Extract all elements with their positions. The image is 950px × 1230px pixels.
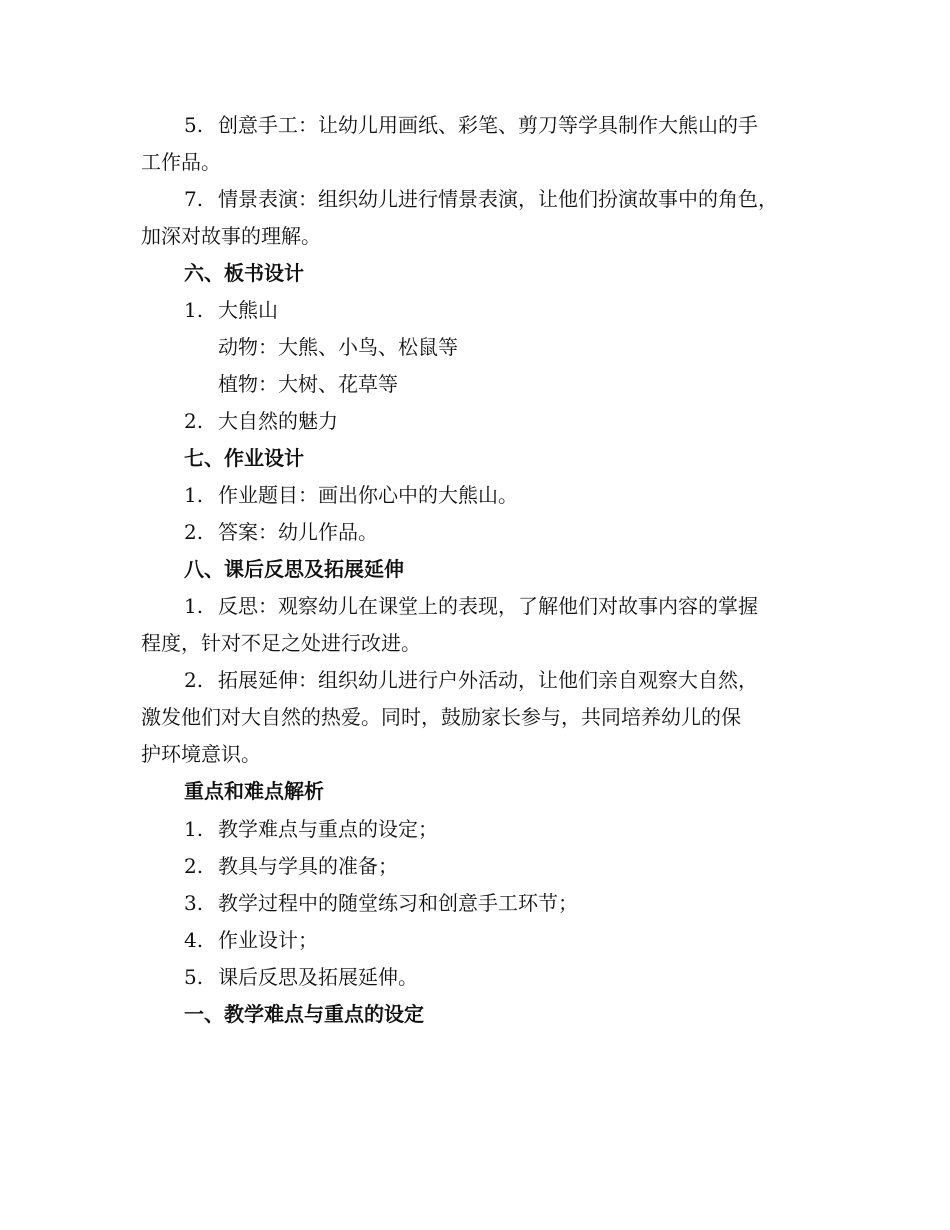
paragraph-text: 教学难点与重点的设定； (218, 817, 438, 841)
paragraph-text: 情景表演：组织幼儿进行情景表演，让他们扮演故事中的角色， (218, 187, 778, 211)
list-item (184, 811, 438, 848)
item-number: 3. (184, 891, 204, 915)
list-item (184, 477, 518, 514)
section-heading: 一、教学难点与重点的设定 (184, 1002, 424, 1026)
paragraph-text: 反思：观察幼儿在课堂上的表现，了解他们对故事内容的掌握 (218, 594, 758, 618)
paragraph-text: 答案：幼儿作品。 (218, 520, 378, 544)
sub-item: 植物：大树、花草等 (218, 372, 398, 396)
item-number: 1. (184, 817, 204, 841)
item-number: 1. (184, 483, 204, 507)
list-item (184, 181, 778, 218)
list-item (184, 959, 418, 996)
list-item (184, 848, 398, 885)
sub-item: 动物：大熊、小鸟、松鼠等 (218, 335, 458, 359)
item-number: 2. (184, 409, 204, 433)
list-item (184, 662, 758, 699)
item-number: 2. (184, 854, 204, 878)
item-number: 1. (184, 298, 204, 322)
list-item (184, 292, 278, 329)
section-heading: 八、课后反思及拓展延伸 (184, 557, 404, 581)
paragraph-continuation: 激发他们对大自然的热爱。同时，鼓励家长参与，共同培养幼儿的保 (141, 705, 741, 729)
paragraph-text: 拓展延伸：组织幼儿进行户外活动，让他们亲自观察大自然， (218, 668, 758, 692)
paragraph-text: 大熊山 (218, 298, 278, 322)
item-number: 2. (184, 668, 204, 692)
section-heading: 七、作业设计 (184, 446, 304, 470)
list-item (184, 922, 318, 959)
section-heading: 重点和难点解析 (184, 779, 324, 803)
item-number: 2. (184, 520, 204, 544)
item-number: 5. (184, 113, 204, 137)
list-item (184, 885, 578, 922)
list-item (184, 107, 758, 144)
list-item (184, 514, 378, 551)
list-item (184, 588, 758, 625)
paragraph-text: 教具与学具的准备； (218, 854, 398, 878)
paragraph-continuation: 护环境意识。 (141, 742, 261, 766)
paragraph-text: 作业设计； (218, 928, 318, 952)
paragraph-continuation: 加深对故事的理解。 (141, 224, 321, 248)
list-item (184, 403, 338, 440)
paragraph-continuation: 程度，针对不足之处进行改进。 (141, 631, 421, 655)
paragraph-text: 大自然的魅力 (218, 409, 338, 433)
paragraph-text: 教学过程中的随堂练习和创意手工环节； (218, 891, 578, 915)
paragraph-text: 创意手工：让幼儿用画纸、彩笔、剪刀等学具制作大熊山的手 (218, 113, 758, 137)
item-number: 1. (184, 594, 204, 618)
item-number: 5. (184, 965, 204, 989)
section-heading: 六、板书设计 (184, 261, 304, 285)
paragraph-text: 作业题目：画出你心中的大熊山。 (218, 483, 518, 507)
item-number: 7. (184, 187, 204, 211)
item-number: 4. (184, 928, 204, 952)
paragraph-text: 课后反思及拓展延伸。 (218, 965, 418, 989)
paragraph-continuation: 工作品。 (141, 150, 221, 174)
